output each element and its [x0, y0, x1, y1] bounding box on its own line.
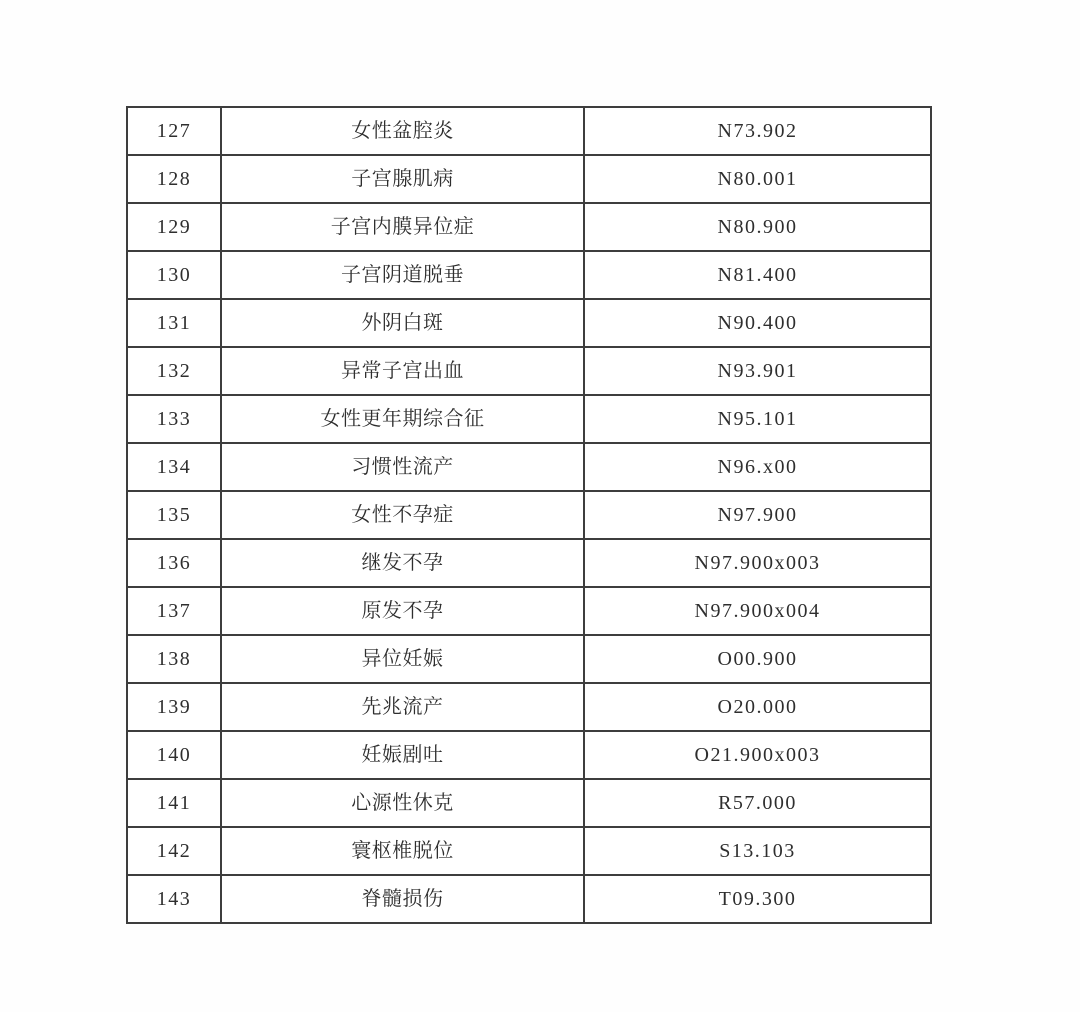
disease-name-cell: 脊髓损伤	[221, 875, 584, 923]
table-row	[127, 443, 931, 491]
icd-table-body	[127, 107, 931, 923]
table-row	[127, 683, 931, 731]
disease-name-cell: 习惯性流产	[221, 443, 584, 491]
row-number-cell: 128	[127, 155, 221, 203]
icd-code-cell: N80.001	[584, 155, 931, 203]
icd-code-table	[126, 106, 932, 924]
row-number-cell: 140	[127, 731, 221, 779]
icd-code-cell: N90.400	[584, 299, 931, 347]
disease-name-cell: 继发不孕	[221, 539, 584, 587]
row-number-cell: 127	[127, 107, 221, 155]
table-row	[127, 587, 931, 635]
table-row	[127, 827, 931, 875]
icd-code-cell: N95.101	[584, 395, 931, 443]
row-number-cell: 134	[127, 443, 221, 491]
disease-name-cell: 寰枢椎脱位	[221, 827, 584, 875]
table-row	[127, 203, 931, 251]
disease-name-cell: 子宫内膜异位症	[221, 203, 584, 251]
icd-code-cell: R57.000	[584, 779, 931, 827]
icd-code-cell: N81.400	[584, 251, 931, 299]
row-number-cell: 133	[127, 395, 221, 443]
icd-code-cell: O20.000	[584, 683, 931, 731]
table-row	[127, 635, 931, 683]
row-number-cell: 130	[127, 251, 221, 299]
table-row	[127, 491, 931, 539]
table-row	[127, 875, 931, 923]
icd-code-cell: S13.103	[584, 827, 931, 875]
disease-name-cell: 妊娠剧吐	[221, 731, 584, 779]
table-row	[127, 107, 931, 155]
disease-name-cell: 异常子宫出血	[221, 347, 584, 395]
row-number-cell: 143	[127, 875, 221, 923]
icd-code-cell: T09.300	[584, 875, 931, 923]
icd-code-cell: N73.902	[584, 107, 931, 155]
icd-code-cell: N97.900	[584, 491, 931, 539]
icd-code-cell: N96.x00	[584, 443, 931, 491]
row-number-cell: 132	[127, 347, 221, 395]
row-number-cell: 135	[127, 491, 221, 539]
table-row	[127, 539, 931, 587]
table-row	[127, 395, 931, 443]
disease-name-cell: 子宫阴道脱垂	[221, 251, 584, 299]
icd-code-cell: O00.900	[584, 635, 931, 683]
table-row	[127, 347, 931, 395]
row-number-cell: 131	[127, 299, 221, 347]
row-number-cell: 129	[127, 203, 221, 251]
row-number-cell: 142	[127, 827, 221, 875]
row-number-cell: 137	[127, 587, 221, 635]
row-number-cell: 136	[127, 539, 221, 587]
icd-code-cell: O21.900x003	[584, 731, 931, 779]
icd-code-cell: N93.901	[584, 347, 931, 395]
row-number-cell: 139	[127, 683, 221, 731]
disease-name-cell: 子宫腺肌病	[221, 155, 584, 203]
row-number-cell: 141	[127, 779, 221, 827]
disease-name-cell: 异位妊娠	[221, 635, 584, 683]
icd-code-cell: N80.900	[584, 203, 931, 251]
icd-code-cell: N97.900x004	[584, 587, 931, 635]
disease-name-cell: 女性盆腔炎	[221, 107, 584, 155]
table-row	[127, 155, 931, 203]
row-number-cell: 138	[127, 635, 221, 683]
table-row	[127, 779, 931, 827]
disease-name-cell: 原发不孕	[221, 587, 584, 635]
disease-name-cell: 女性更年期综合征	[221, 395, 584, 443]
table-row	[127, 299, 931, 347]
disease-name-cell: 外阴白斑	[221, 299, 584, 347]
icd-code-cell: N97.900x003	[584, 539, 931, 587]
table-row	[127, 251, 931, 299]
disease-name-cell: 先兆流产	[221, 683, 584, 731]
disease-name-cell: 女性不孕症	[221, 491, 584, 539]
table-row	[127, 731, 931, 779]
disease-name-cell: 心源性休克	[221, 779, 584, 827]
